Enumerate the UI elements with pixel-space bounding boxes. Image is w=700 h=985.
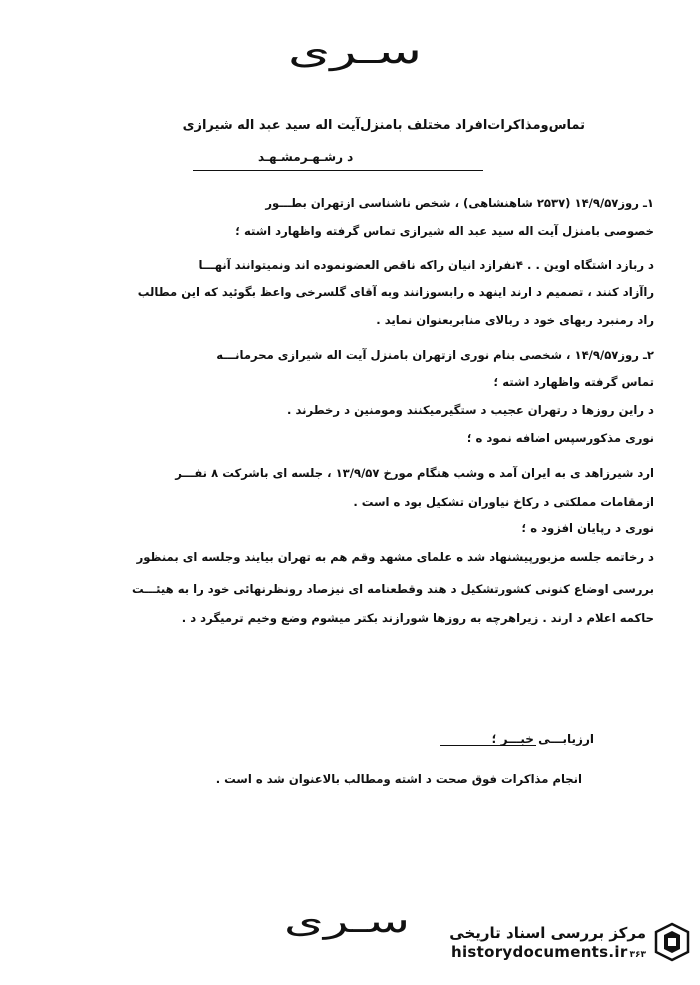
document-subtitle: د رشـهـرمشـهـد bbox=[258, 150, 354, 164]
text-line: راآزاد کنند ، تصمیم د ارند اینهد ه رابسوزانند وبه آقای گلسرخی واعظ بگوئید که این مطالب bbox=[137, 285, 654, 299]
classification-stamp-bottom: سـری bbox=[283, 902, 411, 940]
archive-watermark bbox=[449, 922, 690, 962]
text-line: خصوصی بامنزل آیت اله سید عبد اله شیرازی تماس گرفته واظهارد اشته ؛ bbox=[235, 224, 654, 238]
subtitle-underline bbox=[193, 170, 483, 171]
text-line: حاکمه اعلام د ارند . زیراهرچه به روزها شورازند بکتر میشوم وضع وخیم ترمیگرد د . bbox=[181, 611, 654, 625]
text-line: د رخاتمه جلسه مزبورپیشنهاد شد ه علمای مشهد وقم هم به تهران بیایند وجلسه ای بمنظور bbox=[136, 550, 654, 564]
text-line: تماس گرفته واظهارد اشته ؛ bbox=[493, 375, 654, 389]
document-title: تماس‌ومذاکرات‌افراد مختلف‌ بامنزل‌آیت اله سید عبد اله شیرازی bbox=[182, 118, 585, 133]
evaluation-underline bbox=[440, 745, 536, 746]
classification-stamp-top: سـری bbox=[287, 32, 423, 72]
watermark-text bbox=[449, 924, 646, 961]
text-line: نوری د رپایان افزود ه ؛ bbox=[521, 521, 654, 535]
text-line: د راین روزها د رتهران عجیب د ستگیرمیکنند ومومنین د رخطرند . bbox=[287, 403, 654, 417]
watermark-url: historydocuments.ir bbox=[450, 942, 628, 961]
watermark-name: مرکز بررسی اسناد تاریخی bbox=[449, 923, 646, 942]
text-line: ارد شیرزاهد ی به ایران آمد ه وشب هنگام مورخ ۱۳/۹/۵۷ ، جلسه ای باشرکت ۸ نفـــر bbox=[175, 466, 654, 480]
text-line: ازمقامات مملکتی د رکاخ نیاوران تشکیل بود ه است . bbox=[353, 495, 654, 509]
evaluation-heading: ارزیابـــی خبـــر ؛ bbox=[491, 732, 594, 746]
text-line: ۲ـ روز۱۴/۹/۵۷ ، شخصی بنام نوری ازتهران بامنزل آیت اله شیرازی محرمانـــه bbox=[216, 348, 654, 362]
text-line: نوری مذکورسپس اضافه نمود ه ؛ bbox=[466, 431, 654, 445]
text-line: ۱ـ روز۱۴/۹/۵۷ (۲۵۳۷ شاهنشاهی) ، شخص ناشناسی ازتهران بطـــور bbox=[265, 196, 654, 210]
page-number: ۳۶۳ bbox=[629, 949, 646, 960]
archive-logo-icon bbox=[654, 922, 690, 962]
text-line: بررسی اوضاع کنونی کشورتشکیل د هند وقطعنامه ای نیزصاد رونظرنهائی خود را به هیئـــت bbox=[132, 582, 654, 596]
text-line: د ربازد اشتگاه اوین . . ۴نفرازد انیان راکه ناقص العضونموده اند ونمیتوانند آنهـــا bbox=[198, 258, 654, 272]
evaluation-text: انجام مذاکرات فوق صحت د اشته ومطالب بالاعنوان شد ه است . bbox=[215, 772, 582, 786]
text-line: راد رمنبرد ربهای خود د ربالای منابربعنوان نماید . bbox=[376, 313, 654, 327]
